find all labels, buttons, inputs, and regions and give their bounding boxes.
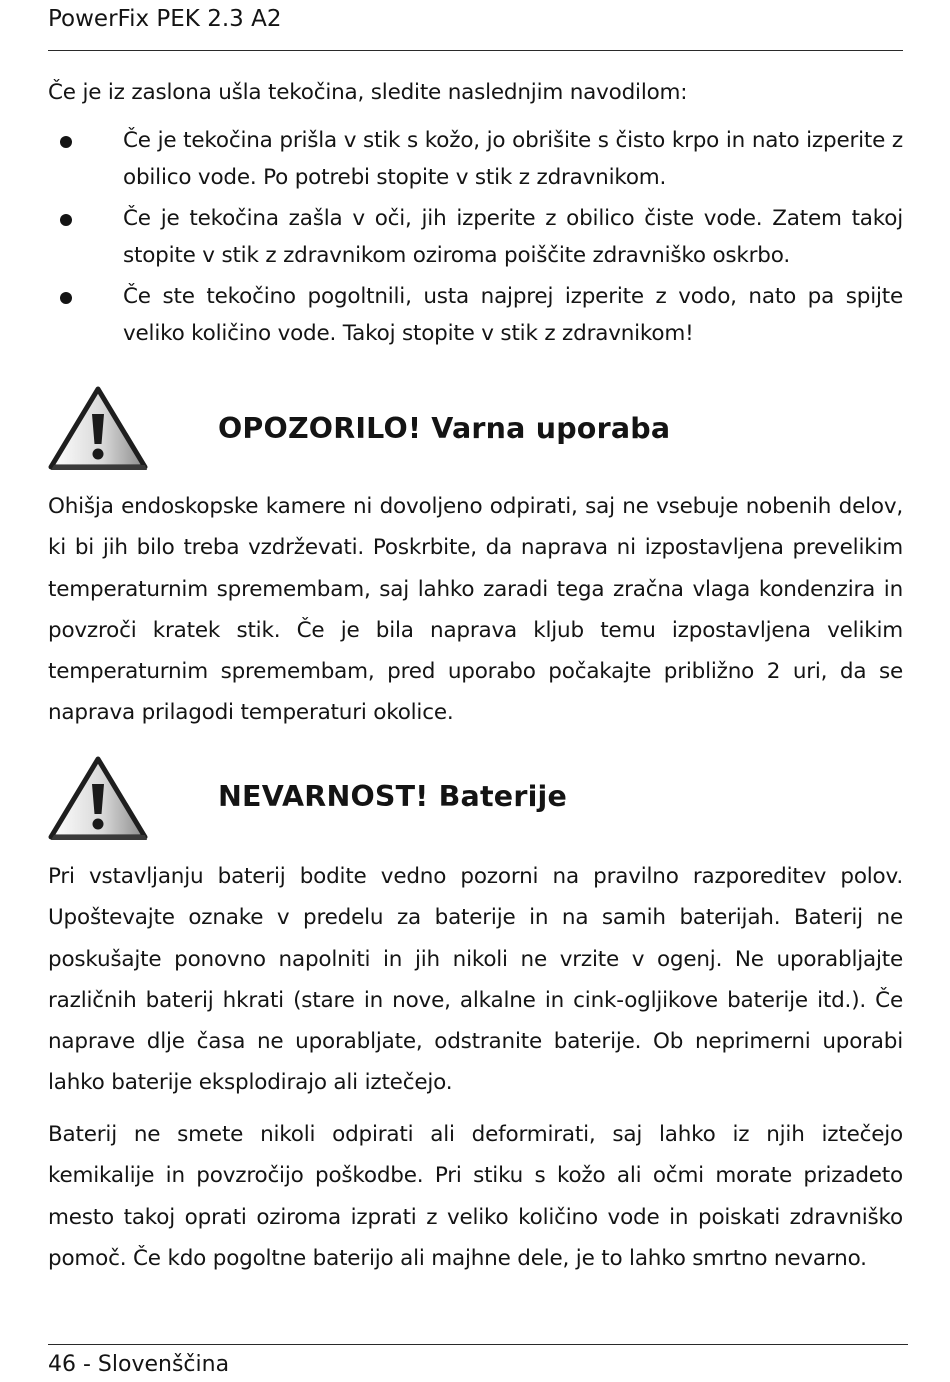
list-item: [48, 200, 903, 274]
footer-divider: [48, 1344, 908, 1345]
intro-text: Če je iz zaslona ušla tekočina, sledite naslednjim navodilom:: [48, 80, 688, 105]
warning-triangle-icon: [48, 756, 148, 842]
warning-triangle-icon: [48, 386, 148, 472]
safe-use-paragraph: Ohišja endoskopske kamere ni dovoljeno odpirati, saj ne vsebuje nobenih delov, ki bi jih bilo treba vzdrževati. Poskrbite, da naprava ni izpostavljena prevelikim temperaturnim spremembam, saj lahko zaradi tega zračna vlaga kondenzira in povzroči kratek stik. Če je bila naprava kljub temu izpostavljena velikim temperaturnim spremembam, pred uporabo počakajte približno 2 uri, da se naprava prilagodi temperaturi okolice.: [48, 494, 903, 726]
bullet-icon: [60, 292, 72, 304]
bullet-icon: [60, 214, 72, 226]
list-item: [48, 122, 903, 196]
battery-danger-title: NEVARNOST! Baterije: [218, 780, 568, 813]
safe-use-warning-header: [48, 386, 903, 472]
list-item: [48, 278, 903, 352]
safe-use-warning-title: OPOZORILO! Varna uporaba: [218, 412, 671, 445]
battery-danger-header: [48, 756, 903, 842]
battery-paragraph-1: Pri vstavljanju baterij bodite vedno pozorni na pravilno razporeditev polov. Upoštevajte oznake v predelu za baterije in na samih baterijah. Baterij ne poskušajte ponovno napolniti in jih nikoli ne vrzite v ogenj. Ne uporabljajte različnih baterij hkrati (stare in nove, alkalne in cink-ogljikove baterije itd.). Če naprave dlje časa ne uporabljate, odstranite baterije. Ob neprimerni uporabi lahko baterije eksplodirajo ali iztečejo.: [48, 864, 903, 1096]
document-title: PowerFix PEK 2.3 A2: [48, 6, 282, 32]
list-item-text: Če je tekočina prišla v stik s kožo, jo obrišite s čisto krpo in nato izperite z obilico vode. Po potrebi stopite v stik z zdravnikom.: [123, 128, 903, 190]
page-number: 46 - Slovenščina: [48, 1352, 230, 1377]
list-item-text: Če ste tekočino pogoltnili, usta najprej izperite z vodo, nato pa spijte veliko količino vode. Takoj stopite v stik z zdravnikom!: [123, 284, 903, 346]
bullet-icon: [60, 136, 72, 148]
page-header: [48, 0, 903, 51]
battery-paragraph-2: Baterij ne smete nikoli odpirati ali deformirati, saj lahko iz njih iztečejo kemikalije in povzročijo poškodbe. Pri stiku s kožo ali očmi morate prizadeto mesto takoj oprati oziroma izprati z veliko količino vode in poiskati zdravniško pomoč. Če kdo pogoltne baterijo ali majhne dele, je to lahko smrtno nevarno.: [48, 1122, 903, 1271]
list-item-text: Če je tekočina zašla v oči, jih izperite z obilico čiste vode. Zatem takoj stopite v stik z zdravnikom oziroma poiščite zdravniško oskrbo.: [123, 206, 903, 268]
instruction-list: [48, 122, 903, 356]
